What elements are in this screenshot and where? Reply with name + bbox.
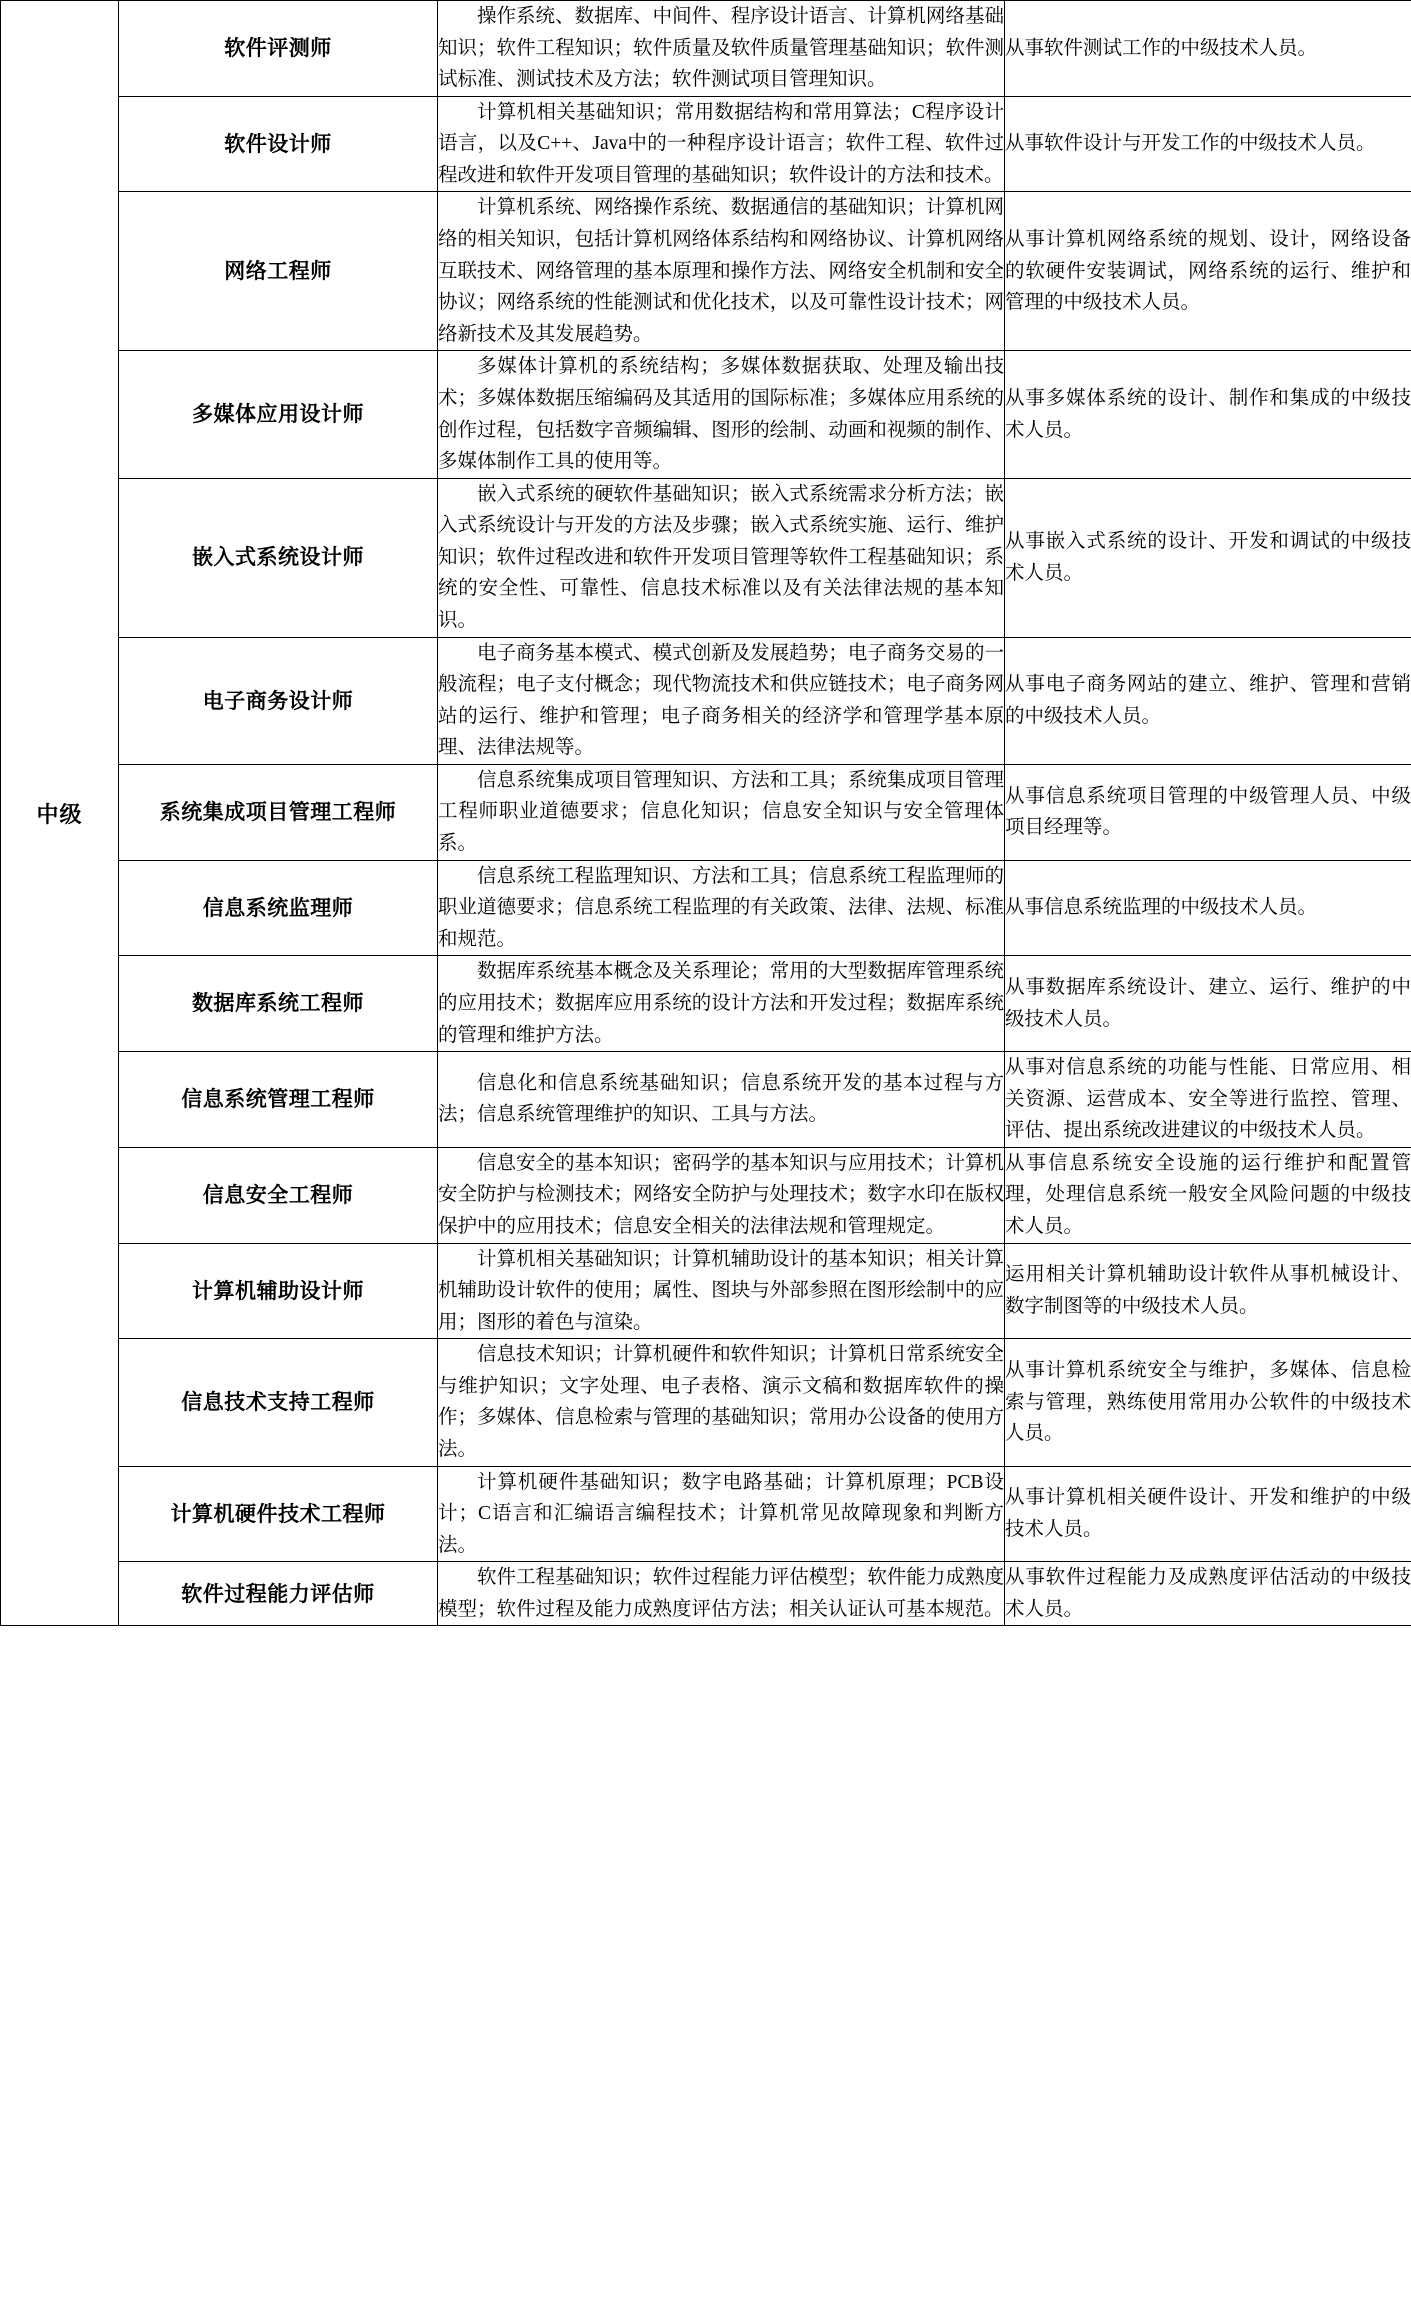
certification-applies-to: 从事信息系统安全设施的运行维护和配置管理，处理信息系统一般安全风险问题的中级技术人员。 [1005, 1147, 1411, 1243]
table-row [1, 96, 1411, 192]
certification-description: 计算机相关基础知识；常用数据结构和常用算法；C程序设计语言，以及C++、Java中的一种程序设计语言；软件工程、软件过程改进和软件开发项目管理的基础知识；软件设计的方法和技术。 [438, 96, 1005, 192]
certification-title: 网络工程师 [119, 192, 438, 351]
certification-applies-to: 从事软件测试工作的中级技术人员。 [1005, 1, 1411, 97]
certification-description: 数据库系统基本概念及关系理论；常用的大型数据库管理系统的应用技术；数据库应用系统的设计方法和开发过程；数据库系统的管理和维护方法。 [438, 956, 1005, 1052]
certification-applies-to: 从事信息系统项目管理的中级管理人员、中级项目经理等。 [1005, 764, 1411, 860]
certification-title: 嵌入式系统设计师 [119, 478, 438, 637]
certification-description: 信息化和信息系统基础知识；信息系统开发的基本过程与方法；信息系统管理维护的知识、工具与方法。 [438, 1052, 1005, 1148]
certification-title: 计算机辅助设计师 [119, 1243, 438, 1339]
certification-description: 电子商务基本模式、模式创新及发展趋势；电子商务交易的一般流程；电子支付概念；现代物流技术和供应链技术；电子商务网站的运行、维护和管理；电子商务相关的经济学和管理学基本原理、法律法规等。 [438, 637, 1005, 764]
certification-applies-to: 从事嵌入式系统的设计、开发和调试的中级技术人员。 [1005, 478, 1411, 637]
certification-description: 多媒体计算机的系统结构；多媒体数据获取、处理及输出技术；多媒体数据压缩编码及其适用的国际标准；多媒体应用系统的创作过程，包括数字音频编辑、图形的绘制、动画和视频的制作、多媒体制作工具的使用等。 [438, 351, 1005, 478]
certification-applies-to: 从事对信息系统的功能与性能、日常应用、相关资源、运营成本、安全等进行监控、管理、评估、提出系统改进建议的中级技术人员。 [1005, 1052, 1411, 1148]
table-row [1, 1562, 1411, 1626]
table-row [1, 956, 1411, 1052]
certification-description: 信息技术知识；计算机硬件和软件知识；计算机日常系统安全与维护知识；文字处理、电子表格、演示文稿和数据库软件的操作；多媒体、信息检索与管理的基础知识；常用办公设备的使用方法。 [438, 1339, 1005, 1466]
certification-title: 信息系统监理师 [119, 860, 438, 956]
certification-description: 信息安全的基本知识；密码学的基本知识与应用技术；计算机安全防护与检测技术；网络安全防护与处理技术；数字水印在版权保护中的应用技术；信息安全相关的法律法规和管理规定。 [438, 1147, 1005, 1243]
table-row [1, 1, 1411, 97]
certification-applies-to: 从事计算机系统安全与维护，多媒体、信息检索与管理，熟练使用常用办公软件的中级技术人员。 [1005, 1339, 1411, 1466]
level-cell-intermediate: 中级 [1, 1, 119, 1626]
certification-description: 计算机系统、网络操作系统、数据通信的基础知识；计算机网络的相关知识，包括计算机网络体系结构和网络协议、计算机网络互联技术、网络管理的基本原理和操作方法、网络安全机制和安全协议；网络系统的性能测试和优化技术，以及可靠性设计技术；网络新技术及其发展趋势。 [438, 192, 1005, 351]
table-row [1, 351, 1411, 478]
certification-applies-to: 运用相关计算机辅助设计软件从事机械设计、数字制图等的中级技术人员。 [1005, 1243, 1411, 1339]
certification-applies-to: 从事计算机相关硬件设计、开发和维护的中级技术人员。 [1005, 1466, 1411, 1562]
table-body [1, 1, 1411, 1626]
certification-title: 系统集成项目管理工程师 [119, 764, 438, 860]
certification-description: 嵌入式系统的硬软件基础知识；嵌入式系统需求分析方法；嵌入式系统设计与开发的方法及步骤；嵌入式系统实施、运行、维护知识；软件过程改进和软件开发项目管理等软件工程基础知识；系统的安全性、可靠性、信息技术标准以及有关法律法规的基本知识。 [438, 478, 1005, 637]
table-row [1, 1147, 1411, 1243]
table-row [1, 764, 1411, 860]
table-row [1, 1052, 1411, 1148]
certification-description: 计算机相关基础知识；计算机辅助设计的基本知识；相关计算机辅助设计软件的使用；属性、图块与外部参照在图形绘制中的应用；图形的着色与渲染。 [438, 1243, 1005, 1339]
certification-applies-to: 从事多媒体系统的设计、制作和集成的中级技术人员。 [1005, 351, 1411, 478]
certification-title: 信息系统管理工程师 [119, 1052, 438, 1148]
table-row [1, 860, 1411, 956]
certification-applies-to: 从事信息系统监理的中级技术人员。 [1005, 860, 1411, 956]
certification-title: 电子商务设计师 [119, 637, 438, 764]
certification-title: 软件过程能力评估师 [119, 1562, 438, 1626]
certification-description: 软件工程基础知识；软件过程能力评估模型；软件能力成熟度模型；软件过程及能力成熟度评估方法；相关认证认可基本规范。 [438, 1562, 1005, 1626]
certification-title: 多媒体应用设计师 [119, 351, 438, 478]
certification-applies-to: 从事数据库系统设计、建立、运行、维护的中级技术人员。 [1005, 956, 1411, 1052]
certification-title: 软件设计师 [119, 96, 438, 192]
certification-applies-to: 从事计算机网络系统的规划、设计，网络设备的软硬件安装调试，网络系统的运行、维护和管理的中级技术人员。 [1005, 192, 1411, 351]
table-row [1, 1243, 1411, 1339]
certification-title: 信息安全工程师 [119, 1147, 438, 1243]
certification-title: 计算机硬件技术工程师 [119, 1466, 438, 1562]
table-row [1, 637, 1411, 764]
certification-title: 软件评测师 [119, 1, 438, 97]
certification-description: 信息系统工程监理知识、方法和工具；信息系统工程监理师的职业道德要求；信息系统工程监理的有关政策、法律、法规、标准和规范。 [438, 860, 1005, 956]
certification-applies-to: 从事软件过程能力及成熟度评估活动的中级技术人员。 [1005, 1562, 1411, 1626]
table-row [1, 478, 1411, 637]
certification-title: 信息技术支持工程师 [119, 1339, 438, 1466]
table-row [1, 1466, 1411, 1562]
certification-description: 计算机硬件基础知识；数字电路基础；计算机原理；PCB设计；C语言和汇编语言编程技术；计算机常见故障现象和判断方法。 [438, 1466, 1005, 1562]
certification-applies-to: 从事电子商务网站的建立、维护、管理和营销的中级技术人员。 [1005, 637, 1411, 764]
certification-applies-to: 从事软件设计与开发工作的中级技术人员。 [1005, 96, 1411, 192]
certification-description: 信息系统集成项目管理知识、方法和工具；系统集成项目管理工程师职业道德要求；信息化知识；信息安全知识与安全管理体系。 [438, 764, 1005, 860]
certification-title: 数据库系统工程师 [119, 956, 438, 1052]
table-row [1, 1339, 1411, 1466]
certification-description: 操作系统、数据库、中间件、程序设计语言、计算机网络基础知识；软件工程知识；软件质量及软件质量管理基础知识；软件测试标准、测试技术及方法；软件测试项目管理知识。 [438, 1, 1005, 97]
table-row [1, 192, 1411, 351]
